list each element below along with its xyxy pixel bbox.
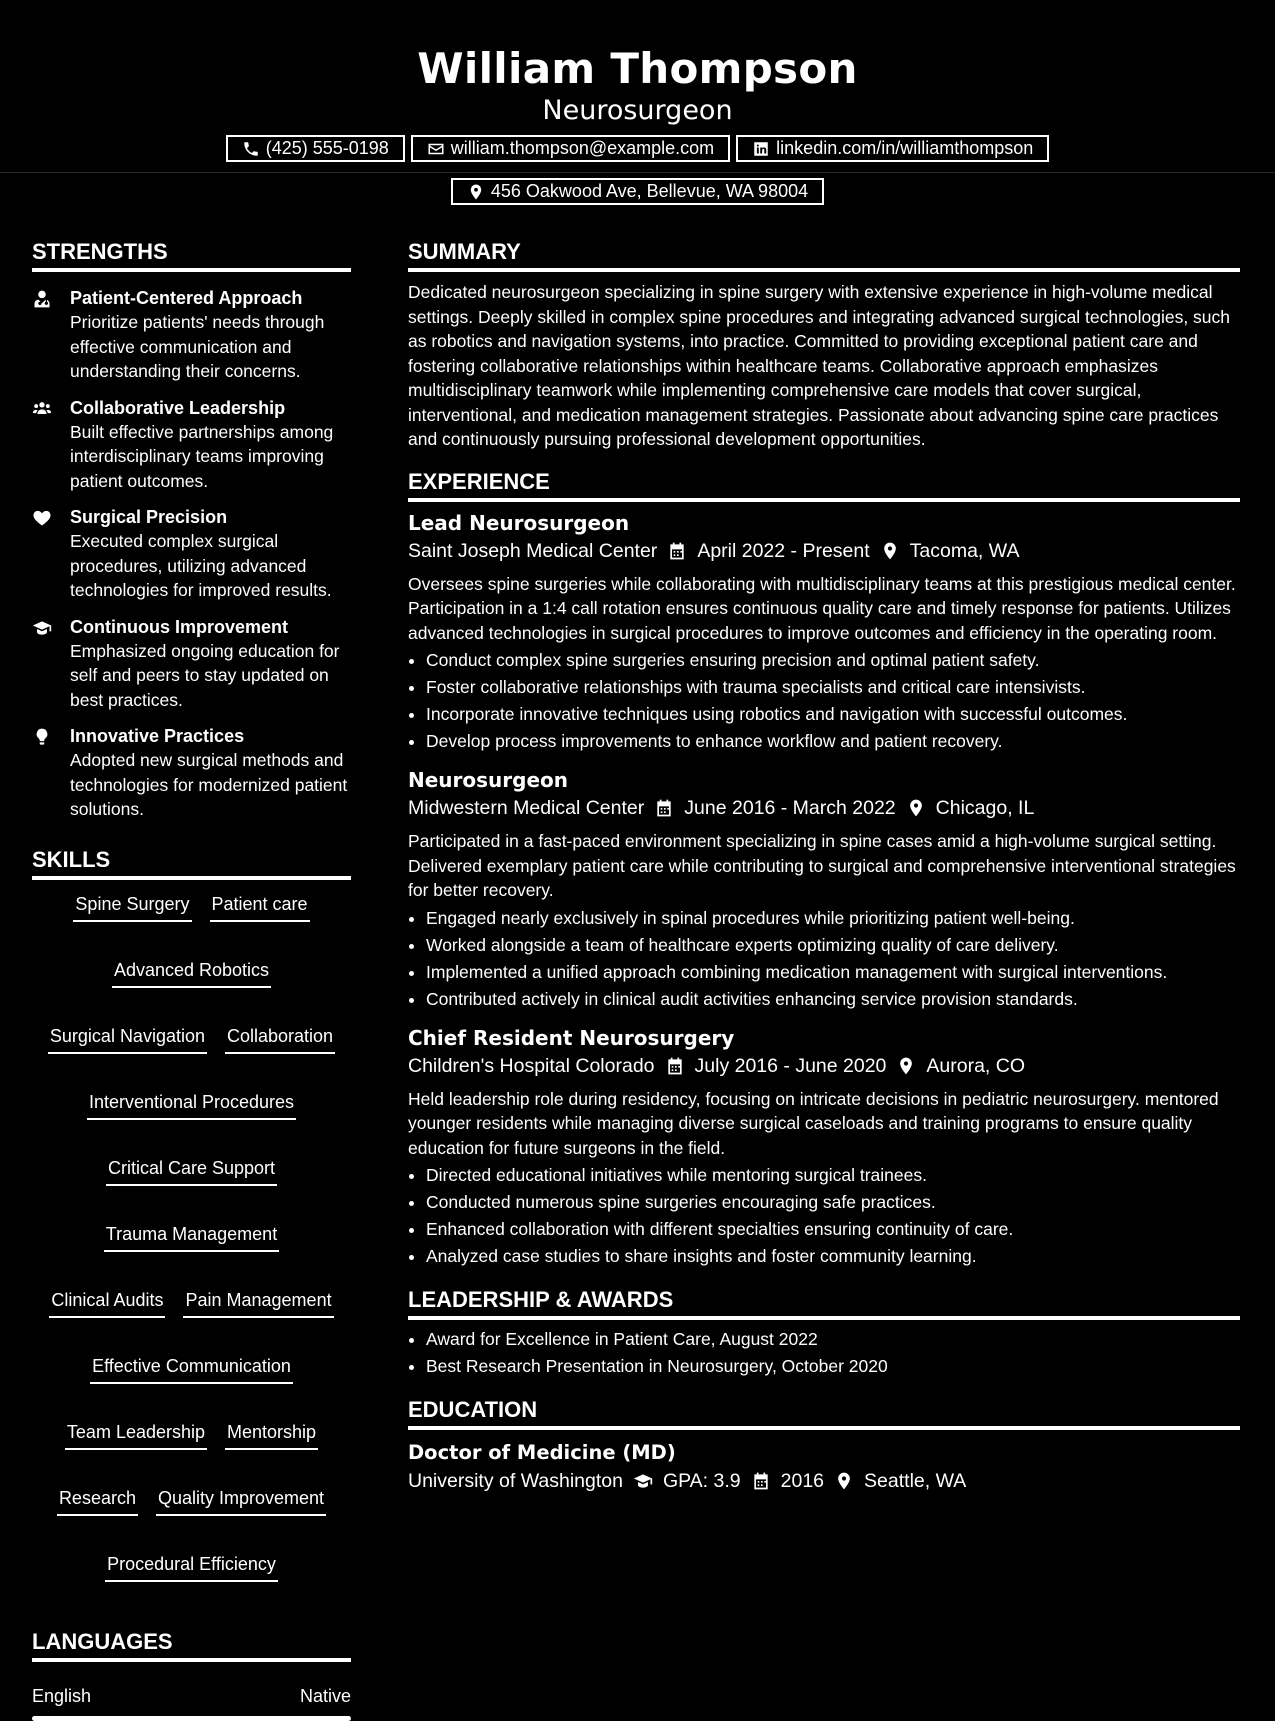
award-item: • Award for Excellence in Patient Care, August 2022 bbox=[426, 1326, 1240, 1353]
language-proficiency-bar bbox=[32, 1716, 351, 1721]
job-description: Participated in a fast-paced environment specializing in spine cases amid a high-volume surgical setting. Delivered exemplary patient care while contributing to surgical and comprehensive interventional strategies for better recovery. bbox=[408, 831, 1236, 900]
skills-list bbox=[32, 892, 351, 1582]
job-bullets bbox=[408, 905, 1240, 1013]
skill-tag: Spine Surgery bbox=[73, 892, 191, 922]
job-bullet: • Foster collaborative relationships with trauma specialists and critical care intensivists. bbox=[426, 674, 1240, 701]
job-bullets bbox=[408, 1162, 1240, 1270]
skill-tag: Patient care bbox=[210, 892, 310, 922]
graduation-cap-icon bbox=[633, 1471, 653, 1491]
job-entry bbox=[408, 767, 1240, 1013]
experience-heading: EXPERIENCE bbox=[408, 468, 1240, 502]
job-bullet: • Incorporate innovative techniques using robotics and navigation with successful outcomes. bbox=[426, 701, 1240, 728]
user-doctor-icon bbox=[32, 289, 52, 309]
job-bullet: • Conducted numerous spine surgeries encouraging safe practices. bbox=[426, 1189, 1240, 1216]
strength-title: Innovative Practices bbox=[70, 726, 245, 746]
strengths-heading: STRENGTHS bbox=[32, 238, 351, 272]
calendar-icon bbox=[665, 1056, 685, 1076]
graduation-year: 2016 bbox=[780, 1470, 825, 1492]
awards-heading: LEADERSHIP & AWARDS bbox=[408, 1286, 1240, 1320]
job-location: Tacoma, WA bbox=[909, 539, 1020, 562]
education-section bbox=[408, 1396, 1240, 1496]
job-title: Lead Neurosurgeon bbox=[408, 510, 630, 535]
skill-tag: Research bbox=[57, 1486, 138, 1516]
award-item: • Best Research Presentation in Neurosurgery, October 2020 bbox=[426, 1353, 1240, 1380]
skill-tag: Effective Communication bbox=[90, 1354, 293, 1384]
job-description: Oversees spine surgeries while collaborating with multidisciplinary teams at this prestigious medical center. Participation in a 1:4 call rotation ensures continuous quality care and timely response for patients. Utilizes advanced technologies in surgical procedures to improve outcomes and efficiency in the operating room. bbox=[408, 573, 1236, 643]
contact-list bbox=[188, 135, 1088, 205]
skill-tag: Quality Improvement bbox=[156, 1486, 326, 1516]
calendar-icon bbox=[667, 541, 687, 561]
strength-title: Surgical Precision bbox=[70, 507, 228, 527]
strength-item bbox=[32, 615, 351, 713]
phone-chip[interactable] bbox=[226, 135, 405, 162]
job-entry bbox=[408, 510, 1240, 756]
job-location: Aurora, CO bbox=[926, 1054, 1026, 1077]
skill-tag: Pain Management bbox=[183, 1288, 333, 1318]
strength-item bbox=[32, 505, 351, 603]
job-bullets bbox=[408, 647, 1240, 755]
gpa-text: GPA: 3.9 bbox=[662, 1470, 741, 1492]
map-pin-icon bbox=[467, 183, 485, 201]
strength-item bbox=[32, 286, 351, 384]
skill-tag: Interventional Procedures bbox=[87, 1090, 296, 1120]
calendar-icon bbox=[654, 798, 674, 818]
skill-tag: Trauma Management bbox=[104, 1222, 279, 1252]
job-org: Saint Joseph Medical Center bbox=[408, 539, 658, 562]
email-text: william.thompson@example.com bbox=[450, 138, 715, 158]
job-dates: June 2016 - March 2022 bbox=[684, 797, 896, 819]
skill-tag: Critical Care Support bbox=[106, 1156, 277, 1186]
strength-desc: Adopted new surgical methods and technologies for modernized patient solutions. bbox=[70, 750, 348, 819]
strength-desc: Built effective partnerships among interdisciplinary teams improving patient outcomes. bbox=[70, 421, 334, 491]
job-meta bbox=[408, 793, 1240, 823]
job-bullet: • Enhanced collaboration with different specialties ensuring continuity of care. bbox=[426, 1216, 1240, 1243]
job-bullet: • Contributed actively in clinical audit activities enhancing service provision standards. bbox=[426, 986, 1240, 1013]
job-bullet: • Analyzed case studies to share insights and foster community learning. bbox=[426, 1243, 1240, 1270]
job-entry bbox=[408, 1025, 1240, 1271]
language-name: English bbox=[32, 1685, 92, 1706]
map-pin-icon bbox=[834, 1471, 854, 1491]
job-title: Neurosurgeon bbox=[408, 768, 569, 792]
school-name: University of Washington bbox=[408, 1470, 623, 1492]
strength-desc: Executed complex surgical procedures, utilizing advanced technologies for improved results. bbox=[70, 531, 332, 600]
heart-icon bbox=[32, 508, 52, 528]
strength-title: Patient-Centered Approach bbox=[70, 288, 303, 308]
calendar-icon bbox=[751, 1471, 771, 1491]
strength-title: Collaborative Leadership bbox=[70, 397, 286, 418]
strength-desc: Prioritize patients' needs through effective communication and understanding their concerns. bbox=[70, 312, 325, 381]
resume-header bbox=[0, 0, 1275, 201]
map-pin-icon bbox=[906, 798, 926, 818]
strength-item bbox=[32, 724, 351, 822]
job-title: Chief Resident Neurosurgery bbox=[408, 1025, 735, 1050]
strength-title: Continuous Improvement bbox=[70, 616, 289, 637]
awards-list bbox=[408, 1326, 1240, 1380]
job-bullet: • Directed educational initiatives while mentoring surgical trainees. bbox=[426, 1162, 1240, 1189]
language-level: Native bbox=[299, 1685, 351, 1706]
job-bullet: • Implemented a unified approach combining medication management with surgical interventions. bbox=[426, 959, 1240, 986]
skill-tag: Procedural Efficiency bbox=[105, 1552, 278, 1582]
job-org: Midwestern Medical Center bbox=[408, 797, 645, 819]
school-location: Seattle, WA bbox=[864, 1470, 967, 1492]
linkedin-icon bbox=[752, 140, 770, 158]
job-dates: July 2016 - June 2020 bbox=[694, 1054, 887, 1077]
job-bullet: • Worked alongside a team of healthcare experts optimizing quality of care delivery. bbox=[426, 932, 1240, 959]
strength-item bbox=[32, 396, 351, 494]
candidate-name: William Thompson bbox=[417, 44, 858, 93]
skill-tag: Surgical Navigation bbox=[48, 1024, 207, 1054]
job-description: Held leadership role during residency, focusing on intricate decisions in pediatric neurosurgery. mentored younger residents while managing diverse surgical caseloads and training programs to ensure quality education for future surgeons in the field. bbox=[408, 1088, 1219, 1158]
lightbulb-icon bbox=[32, 727, 52, 747]
language-row bbox=[32, 1684, 351, 1708]
strength-desc: Emphasized ongoing education for self and peers to stay updated on best practices. bbox=[70, 640, 340, 710]
job-meta bbox=[408, 1051, 1240, 1081]
phone-text: (425) 555-0198 bbox=[265, 138, 389, 158]
job-bullet: • Develop process improvements to enhance workflow and patient recovery. bbox=[426, 728, 1240, 755]
skill-tag: Mentorship bbox=[225, 1420, 318, 1450]
map-pin-icon bbox=[896, 1056, 916, 1076]
job-org: Children's Hospital Colorado bbox=[408, 1054, 655, 1077]
right-column bbox=[408, 238, 1240, 1496]
map-pin-icon bbox=[880, 541, 900, 561]
skill-tag: Clinical Audits bbox=[49, 1288, 165, 1318]
candidate-title: Neurosurgeon bbox=[542, 95, 733, 126]
linkedin-text: linkedin.com/in/williamthompson bbox=[776, 138, 1034, 158]
linkedin-chip[interactable] bbox=[736, 135, 1049, 162]
address-chip[interactable] bbox=[451, 178, 824, 205]
languages-heading: LANGUAGES bbox=[32, 1628, 351, 1662]
phone-icon bbox=[242, 140, 260, 158]
degree-title: Doctor of Medicine (MD) bbox=[408, 1441, 676, 1464]
skill-tag: Collaboration bbox=[225, 1024, 335, 1054]
education-heading: EDUCATION bbox=[408, 1396, 1240, 1430]
email-chip[interactable] bbox=[411, 135, 730, 162]
education-meta bbox=[408, 1466, 1240, 1496]
left-column bbox=[32, 238, 351, 1721]
users-icon bbox=[32, 399, 52, 419]
job-location: Chicago, IL bbox=[935, 797, 1035, 819]
graduation-cap-icon bbox=[32, 618, 52, 638]
awards-section bbox=[408, 1286, 1240, 1380]
strengths-list bbox=[32, 286, 351, 822]
address-text: 456 Oakwood Ave, Bellevue, WA 98004 bbox=[490, 181, 809, 201]
skill-tag: Advanced Robotics bbox=[112, 958, 271, 988]
summary-text: Dedicated neurosurgeon specializing in spine surgery with extensive experience in high-volume medical settings. Deeply skilled in complex spine procedures and integrating advanced surgical technologies, such as robotics and navigation systems, into practice. Committed to providing exceptional patient care and fostering collaborative relationships within healthcare teams. Collaborative approach emphasizes multidisciplinary teamwork while implementing comprehensive care models that cover surgical, interventional, and medication management strategies. Passionate about advancing spine care practices and continuously pursuing professional development opportunities. bbox=[408, 282, 1231, 449]
job-bullet: • Engaged nearly exclusively in spinal procedures while prioritizing patient well-being. bbox=[426, 905, 1240, 932]
job-dates: April 2022 - Present bbox=[697, 539, 870, 562]
job-bullet: • Conduct complex spine surgeries ensuring precision and optimal patient safety. bbox=[426, 647, 1240, 674]
skills-heading: SKILLS bbox=[32, 846, 351, 880]
job-meta bbox=[408, 536, 1240, 566]
skill-tag: Team Leadership bbox=[65, 1420, 207, 1450]
summary-heading: SUMMARY bbox=[408, 238, 1240, 272]
envelope-icon bbox=[427, 140, 445, 158]
